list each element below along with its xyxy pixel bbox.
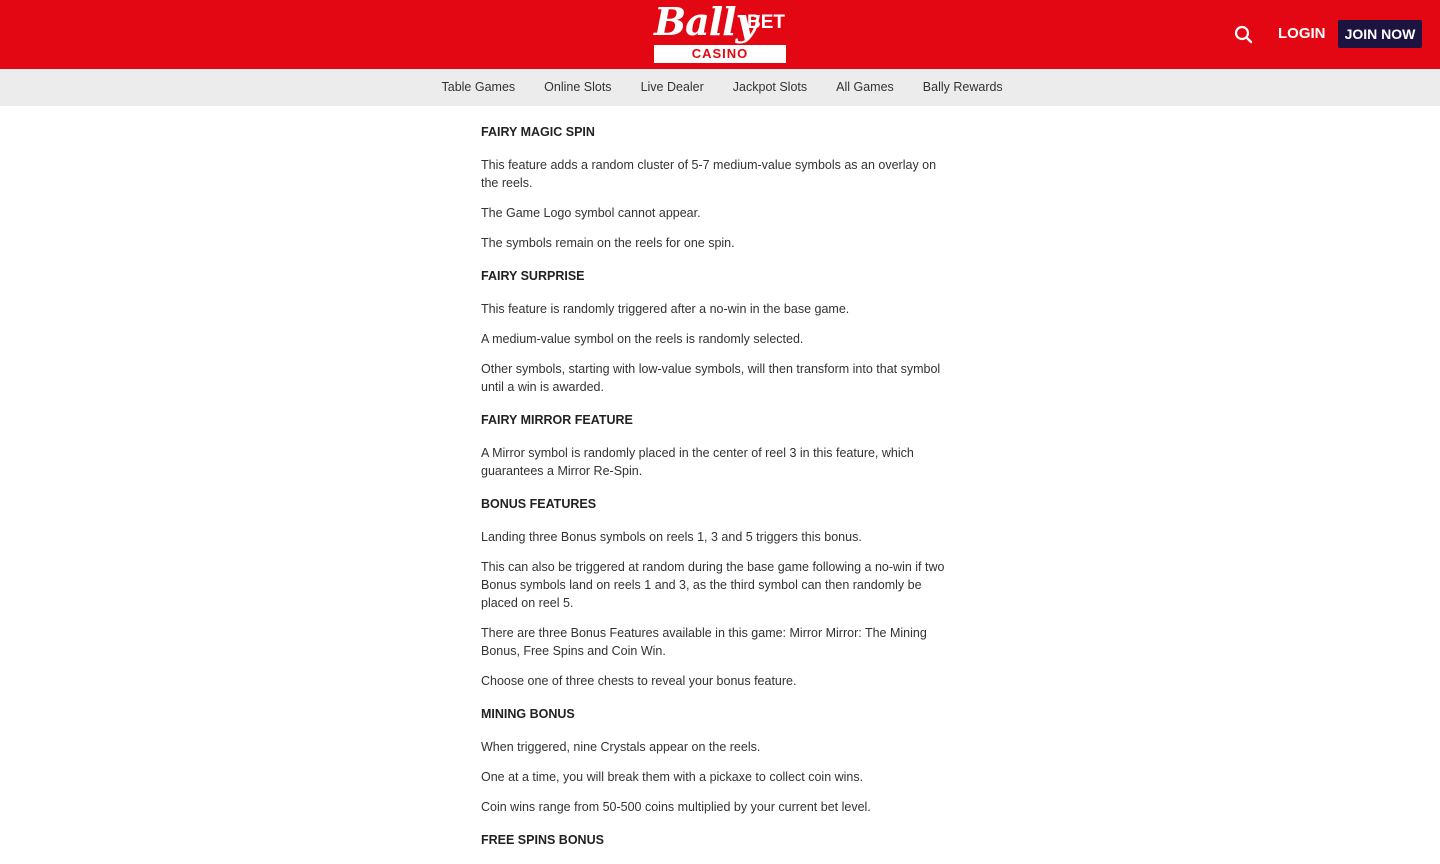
nav-item-live-dealer[interactable]: Live Dealer: [640, 80, 704, 94]
paragraph: The symbols remain on the reels for one spin.: [481, 236, 735, 250]
nav-items: [427, 69, 1017, 106]
section-heading: FREE SPINS BONUS: [481, 833, 604, 847]
search-icon: [1231, 22, 1257, 48]
game-rules-content: [481, 120, 953, 864]
section-heading: FAIRY SURPRISE: [481, 269, 585, 283]
section-heading: FAIRY MAGIC SPIN: [481, 125, 595, 139]
section-heading: MINING BONUS: [481, 707, 575, 721]
nav-item-all-games[interactable]: All Games: [836, 80, 894, 94]
search-button[interactable]: [1231, 22, 1257, 48]
logo-casino-text: CASINO: [654, 45, 786, 63]
paragraph: Coin wins range from 50-500 coins multiplied by your current bet level.: [481, 800, 871, 814]
nav-item-bally-rewards[interactable]: Bally Rewards: [922, 80, 1003, 94]
section-heading: BONUS FEATURES: [481, 497, 597, 511]
paragraph: When triggered, nine Crystals appear on the reels.: [481, 740, 761, 754]
paragraph: Choose one of three chests to reveal your bonus feature.: [481, 674, 797, 688]
nav-item-online-slots[interactable]: Online Slots: [544, 80, 612, 94]
logo-bet-text: BET: [747, 12, 785, 33]
top-header-bar: [0, 0, 1440, 69]
paragraph: Other symbols, starting with low-value symbols, will then transform into that symbol until a win is awarded.: [481, 362, 941, 394]
bally-bet-casino-logo[interactable]: [654, 2, 786, 64]
paragraph: A medium-value symbol on the reels is randomly selected.: [481, 332, 804, 346]
join-now-button[interactable]: JOIN NOW: [1338, 20, 1422, 48]
nav-item-table-games[interactable]: Table Games: [441, 80, 516, 94]
category-nav: [0, 69, 1440, 106]
paragraph: The Game Logo symbol cannot appear.: [481, 206, 701, 220]
paragraph: A Mirror symbol is randomly placed in the center of reel 3 in this feature, which guarantees a Mirror Re-Spin.: [481, 446, 914, 478]
paragraph: One at a time, you will break them with a pickaxe to collect coin wins.: [481, 770, 864, 784]
logo-script-text: Bally: [654, 0, 757, 44]
login-button[interactable]: LOGIN: [1278, 25, 1326, 42]
paragraph: This can also be triggered at random during the base game following a no-win if two Bonus symbols land on reels 1 and 3, as the third symbol can then randomly be placed on reel 5.: [481, 560, 945, 610]
nav-item-jackpot-slots[interactable]: Jackpot Slots: [732, 80, 808, 94]
paragraph: This feature adds a random cluster of 5-7 medium-value symbols as an overlay on the reels.: [481, 158, 937, 190]
paragraph: This feature is randomly triggered after a no-win in the base game.: [481, 302, 850, 316]
paragraph: There are three Bonus Features available in this game: Mirror Mirror: The Mining Bonus, Free Spins and Coin Win.: [481, 626, 927, 658]
paragraph: Landing three Bonus symbols on reels 1, 3 and 5 triggers this bonus.: [481, 530, 862, 544]
section-heading: FAIRY MIRROR FEATURE: [481, 413, 633, 427]
